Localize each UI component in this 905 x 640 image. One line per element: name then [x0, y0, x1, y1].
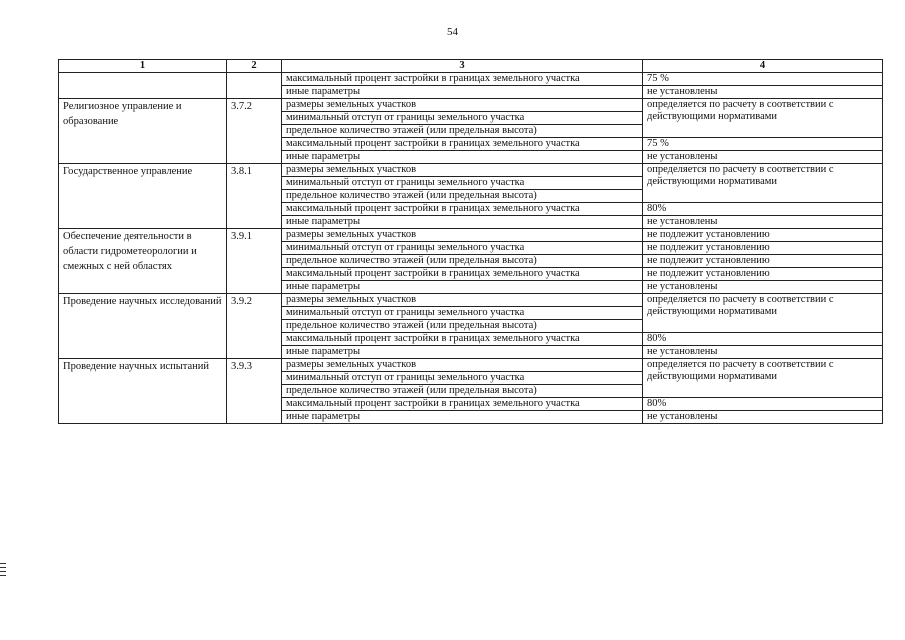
param-cell: максимальный процент застройки в границах земельного участка [282, 398, 643, 411]
param-cell: иные параметры [282, 346, 643, 359]
land-use-name: Проведение научных испытаний [59, 359, 227, 424]
table-row [59, 359, 883, 372]
land-use-name: Государственное управление [59, 164, 227, 229]
param-cell: предельное количество этажей (или предельная высота) [282, 320, 643, 333]
scan-margin-mark [0, 567, 6, 568]
value-cell: не подлежит установлению [643, 255, 883, 268]
param-cell: предельное количество этажей (или предельная высота) [282, 255, 643, 268]
value-cell: не установлены [643, 151, 883, 164]
land-use-name: Проведение научных исследований [59, 294, 227, 359]
value-cell: 75 % [643, 138, 883, 151]
param-cell: иные параметры [282, 216, 643, 229]
land-use-code: 3.8.1 [227, 164, 282, 229]
param-cell: иные параметры [282, 86, 643, 99]
param-cell: минимальный отступ от границы земельного участка [282, 242, 643, 255]
value-cell: не подлежит установлению [643, 229, 883, 242]
value-cell: 80% [643, 398, 883, 411]
land-use-name: Религиозное управление и образование [59, 99, 227, 164]
param-cell: максимальный процент застройки в границах земельного участка [282, 73, 643, 86]
value-cell: не установлены [643, 411, 883, 424]
param-cell: иные параметры [282, 151, 643, 164]
value-cell: не установлены [643, 346, 883, 359]
value-cell: не установлены [643, 281, 883, 294]
param-cell: размеры земельных участков [282, 294, 643, 307]
scan-margin-mark [0, 571, 6, 572]
param-cell: максимальный процент застройки в границах земельного участка [282, 138, 643, 151]
scan-margin-mark [0, 563, 6, 564]
param-cell: максимальный процент застройки в границах земельного участка [282, 203, 643, 216]
table-header-row [59, 60, 883, 73]
param-cell: иные параметры [282, 411, 643, 424]
table-row [59, 73, 883, 86]
column-header: 1 [59, 60, 227, 73]
param-cell: предельное количество этажей (или предельная высота) [282, 190, 643, 203]
land-use-code: 3.7.2 [227, 99, 282, 164]
value-cell: не подлежит установлению [643, 268, 883, 281]
value-cell: не установлены [643, 86, 883, 99]
value-cell: не подлежит установлению [643, 242, 883, 255]
value-cell: определяется по расчету в соответствии с действующими нормативами [643, 359, 883, 398]
value-cell: 75 % [643, 73, 883, 86]
value-cell: 80% [643, 203, 883, 216]
param-cell: минимальный отступ от границы земельного участка [282, 307, 643, 320]
value-cell: определяется по расчету в соответствии с действующими нормативами [643, 99, 883, 138]
land-use-code: 3.9.2 [227, 294, 282, 359]
param-cell: предельное количество этажей (или предельная высота) [282, 125, 643, 138]
land-use-code: 3.9.3 [227, 359, 282, 424]
table-row [59, 294, 883, 307]
table-row [59, 99, 883, 112]
value-cell: определяется по расчету в соответствии с действующими нормативами [643, 164, 883, 203]
land-use-code: 3.9.1 [227, 229, 282, 294]
page-number: 54 [447, 26, 458, 38]
table-row [59, 164, 883, 177]
param-cell: минимальный отступ от границы земельного участка [282, 372, 643, 385]
table-row [59, 229, 883, 242]
param-cell: иные параметры [282, 281, 643, 294]
name-cell-empty [59, 73, 227, 99]
column-header: 2 [227, 60, 282, 73]
zoning-parameters-table [58, 59, 883, 424]
scan-margin-mark [0, 575, 6, 576]
land-use-name: Обеспечение деятельности в области гидрометеорологии и смежных с ней областях [59, 229, 227, 294]
value-cell: не установлены [643, 216, 883, 229]
value-cell: определяется по расчету в соответствии с действующими нормативами [643, 294, 883, 333]
param-cell: размеры земельных участков [282, 99, 643, 112]
param-cell: размеры земельных участков [282, 229, 643, 242]
param-cell: предельное количество этажей (или предельная высота) [282, 385, 643, 398]
param-cell: максимальный процент застройки в границах земельного участка [282, 333, 643, 346]
param-cell: минимальный отступ от границы земельного участка [282, 112, 643, 125]
param-cell: размеры земельных участков [282, 164, 643, 177]
code-cell-empty [227, 73, 282, 99]
value-cell: 80% [643, 333, 883, 346]
param-cell: минимальный отступ от границы земельного участка [282, 177, 643, 190]
param-cell: размеры земельных участков [282, 359, 643, 372]
column-header: 4 [643, 60, 883, 73]
param-cell: максимальный процент застройки в границах земельного участка [282, 268, 643, 281]
column-header: 3 [282, 60, 643, 73]
